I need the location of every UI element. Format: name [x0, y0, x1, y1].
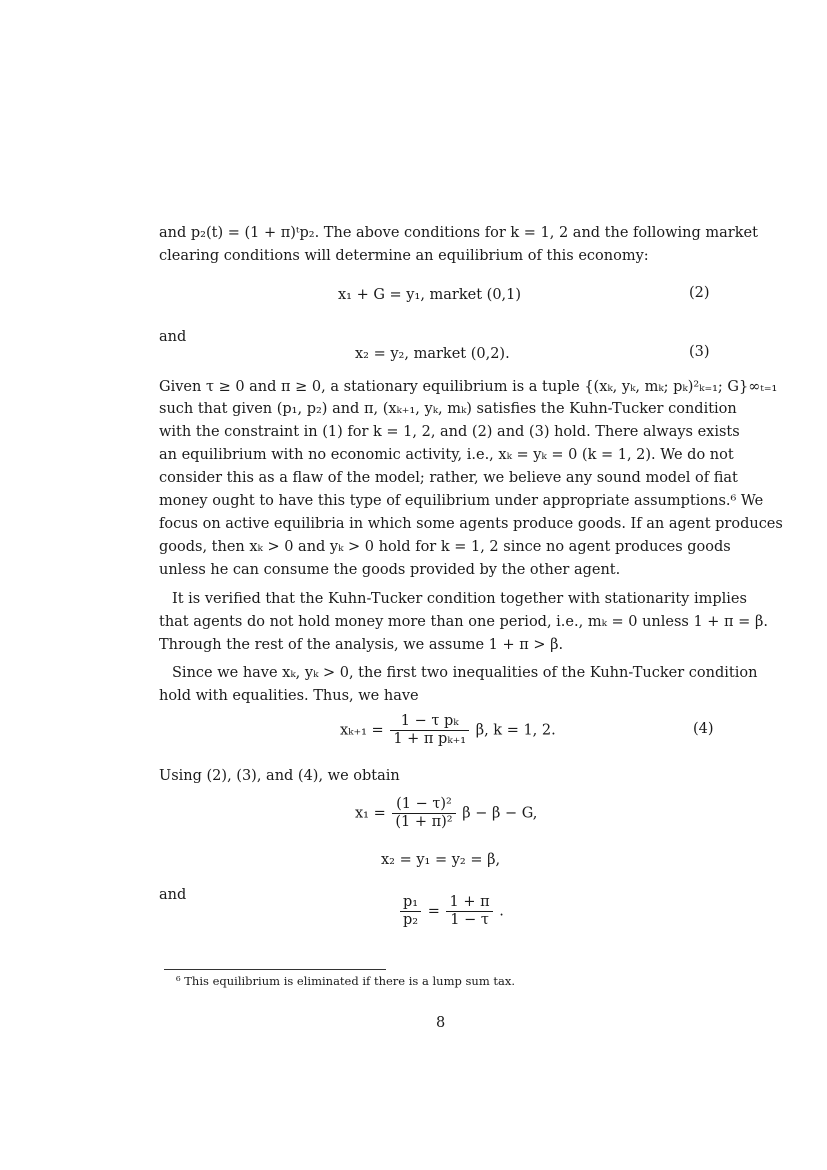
text-line: unless he can consume the goods provided by the other agent.	[159, 562, 621, 578]
text-line: consider this as a flaw of the model; rather, we believe any sound model of fiat	[159, 470, 738, 486]
equation-7-right-fraction	[446, 894, 492, 929]
equation-5-rhs: β − β − G,	[462, 805, 538, 822]
page-number: 8	[436, 1015, 446, 1031]
equation-5	[355, 796, 537, 831]
equation-2: x₁ + G = y₁, market (0,1)	[338, 287, 522, 303]
equation-4-fraction	[390, 713, 469, 748]
equation-4-rhs: β, k = 1, 2.	[475, 722, 556, 739]
text-line: It is verified that the Kuhn-Tucker condition together with stationarity implies	[172, 591, 747, 607]
text-line: Given τ ≥ 0 and π ≥ 0, a stationary equilibrium is a tuple {(xₖ, yₖ, mₖ; pₖ)²ₖ₌₁; G}∞ₜ₌₁	[159, 379, 778, 395]
equation-6: x₂ = y₁ = y₂ = β,	[381, 852, 501, 868]
text-line: such that given (p₁, p₂) and π, (xₖ₊₁, yₖ, mₖ) satisfies the Kuhn-Tucker condition	[159, 401, 737, 417]
equation-4-lhs: xₖ₊₁ =	[340, 722, 384, 739]
text-line: an equilibrium with no economic activity, i.e., xₖ = yₖ = 0 (k = 1, 2). We do not	[159, 447, 734, 463]
text-line: with the constraint in (1) for k = 1, 2, and (2) and (3) hold. There always exists	[159, 424, 740, 440]
equation-7	[398, 894, 504, 929]
text-line: and	[159, 329, 187, 345]
equation-3: x₂ = y₂, market (0,2).	[355, 346, 510, 362]
fraction-numerator: 1 − τ pₖ	[390, 713, 469, 731]
equation-7-equals: =	[427, 903, 440, 920]
fraction-denominator: 1 + π pₖ₊₁	[393, 731, 467, 747]
fraction-numerator: 1 + π	[446, 894, 492, 912]
equation-number-3: (3)	[689, 344, 710, 360]
equation-4	[340, 713, 556, 748]
equation-7-left-fraction	[400, 894, 421, 929]
text-line: hold with equalities. Thus, we have	[159, 688, 419, 704]
text-line: that agents do not hold money more than one period, i.e., mₖ = 0 unless 1 + π = β.	[159, 614, 768, 630]
equation-number-4: (4)	[693, 721, 714, 737]
text-line: goods, then xₖ > 0 and yₖ > 0 hold for k = 1, 2 since no agent produces goods	[159, 539, 731, 555]
text-line: Through the rest of the analysis, we assume 1 + π > β.	[159, 637, 564, 653]
fraction-numerator: p₁	[400, 894, 421, 912]
equation-5-lhs: x₁ =	[355, 805, 386, 822]
text-line: Using (2), (3), and (4), we obtain	[159, 768, 400, 784]
fraction-numerator: (1 − τ)²	[392, 796, 455, 814]
fraction-denominator: (1 + π)²	[395, 814, 453, 830]
text-line: clearing conditions will determine an equilibrium of this economy:	[159, 248, 649, 264]
fraction-denominator: 1 − τ	[450, 912, 489, 928]
equation-5-fraction	[392, 796, 455, 831]
footnote: ⁶ This equilibrium is eliminated if there is a lump sum tax.	[176, 974, 515, 988]
footnote-rule	[164, 969, 386, 970]
text-line: money ought to have this type of equilibrium under appropriate assumptions.⁶ We	[159, 493, 764, 509]
text-line: focus on active equilibria in which some agents produce goods. If an agent produces	[159, 516, 783, 532]
equation-7-period: .	[499, 903, 504, 920]
text-line: and	[159, 887, 187, 903]
equation-number-2: (2)	[689, 285, 710, 301]
text-line: and p₂(t) = (1 + π)ᵗp₂. The above conditions for k = 1, 2 and the following market	[159, 225, 758, 241]
text-line: Since we have xₖ, yₖ > 0, the first two inequalities of the Kuhn-Tucker condition	[172, 665, 758, 681]
fraction-denominator: p₂	[403, 912, 419, 928]
